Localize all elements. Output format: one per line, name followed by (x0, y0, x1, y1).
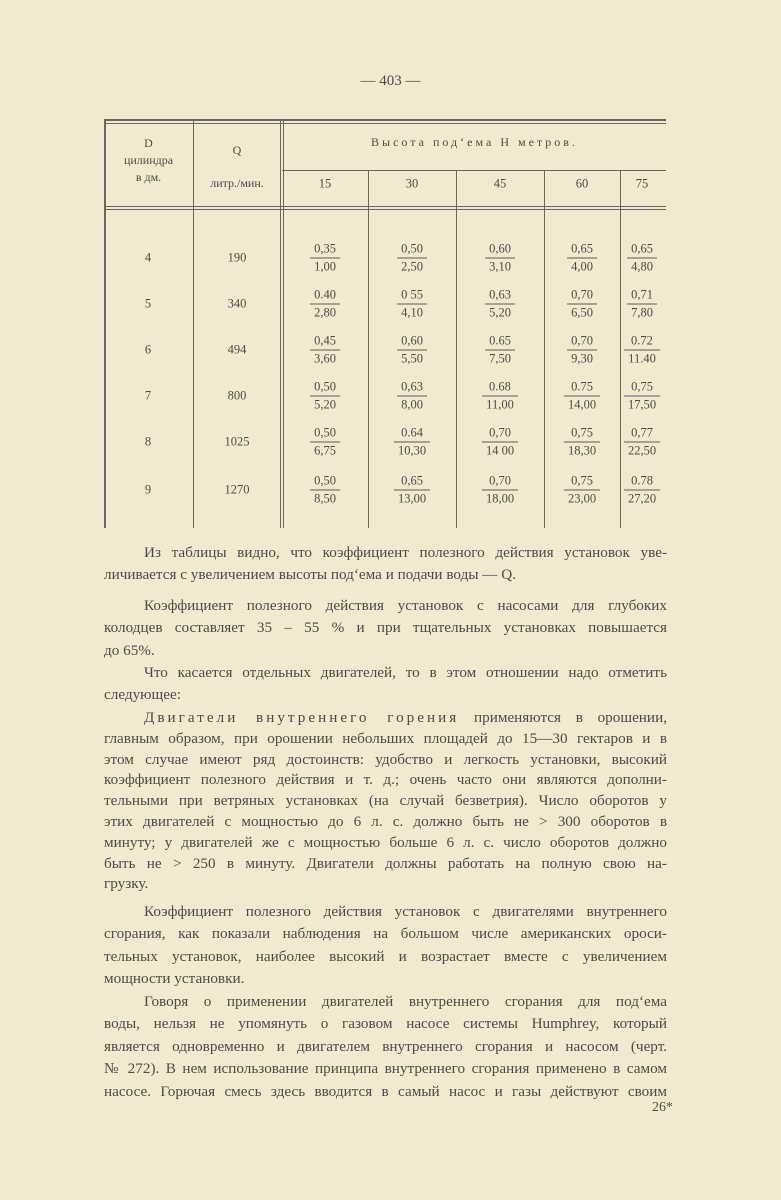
fraction-numerator: 0 55 (397, 287, 427, 305)
subheader-divider (282, 170, 666, 171)
fraction-denominator: 14 00 (485, 443, 515, 458)
column-divider (620, 171, 621, 528)
cell-fraction (482, 379, 518, 414)
cell-fraction (310, 379, 340, 414)
fraction-denominator: 10,30 (397, 443, 427, 458)
text-line: следующее: (104, 686, 181, 704)
header-line: D (144, 136, 153, 150)
fraction-numerator: 0,35 (310, 241, 340, 259)
text-line: № 272). В нем использование принципа внутреннего сгорания применено в самом (104, 1060, 667, 1078)
cell-d: 4 (144, 250, 152, 265)
fraction-numerator: 0,70 (567, 287, 597, 305)
cell-fraction (397, 287, 427, 322)
height-header-15: 15 (318, 176, 332, 191)
text-line: быть не > 250 в минуту. Двигатели должны работать на полную свою на- (104, 854, 667, 872)
column-header-d (104, 135, 193, 186)
text-line: Коэффициент полезного действия установок с насосами для глубоких (144, 597, 667, 614)
fraction-denominator: 5,20 (314, 397, 336, 412)
text-line: грузку. (104, 875, 149, 893)
fraction-numerator: 0,50 (310, 379, 340, 397)
cell-fraction (624, 333, 660, 368)
cell-fraction (394, 425, 430, 460)
cell-fraction (397, 379, 427, 414)
fraction-numerator: 0.40 (310, 287, 340, 305)
fraction-numerator: 0,60 (397, 333, 427, 351)
cell-fraction (485, 287, 515, 322)
height-header-60: 60 (575, 176, 589, 191)
fraction-denominator: 27,20 (627, 491, 657, 506)
fraction-denominator: 4,80 (631, 259, 653, 274)
cell-fraction (564, 425, 600, 460)
cell-fraction (567, 241, 597, 276)
cell-fraction (567, 287, 597, 322)
cell-d: 6 (144, 342, 152, 357)
cell-q: 340 (227, 296, 247, 311)
fraction-numerator: 0,65 (627, 241, 657, 259)
column-header-height: Высота под‘ема Н метров. (371, 135, 578, 149)
paragraph (104, 662, 667, 707)
height-header-30: 30 (405, 176, 419, 191)
fraction-denominator: 7,50 (489, 351, 511, 366)
fraction-denominator: 11.40 (628, 351, 656, 366)
text-segment: применяются в орошении, (459, 709, 667, 726)
text-line: этом случае имеют ряд достоинств: удобство и легкость установки, высокий (104, 750, 667, 768)
fraction-denominator: 6,50 (571, 305, 593, 320)
cell-fraction (485, 241, 515, 276)
text-line: является одновременно и двигателем внутреннего сгорания и насосом (черт. (104, 1037, 667, 1055)
fraction-numerator: 0,70 (567, 333, 597, 351)
header-line: в дм. (135, 170, 162, 184)
text-line: мощности установки. (104, 970, 245, 988)
text-line: Из таблицы видно, что коэффициент полезного действия установок уве- (144, 544, 667, 561)
column-divider (544, 171, 545, 528)
cell-fraction (397, 241, 427, 276)
text-line: до 65%. (104, 641, 155, 659)
column-divider (456, 171, 457, 528)
fraction-numerator: 0,50 (397, 241, 427, 259)
fraction-denominator: 14,00 (567, 397, 597, 412)
text-line: Коэффициент полезного действия установок с двигателями внутреннего (144, 903, 667, 920)
cell-fraction (624, 425, 660, 460)
column-header-q (193, 142, 281, 192)
text-line: главным образом, при орошении небольших площадей до 15—30 гектаров и в (104, 729, 667, 747)
fraction-numerator: 0,70 (482, 425, 518, 443)
table-top-border (104, 119, 666, 121)
text-line: колодцев составляет 35 – 55 % и при тщательных установках повышается (104, 619, 667, 637)
fraction-numerator: 0,50 (310, 473, 340, 491)
fraction-numerator: 0,63 (397, 379, 427, 397)
fraction-denominator: 13,00 (397, 491, 427, 506)
fraction-numerator: 0.78 (624, 473, 660, 491)
fraction-numerator: 0,75 (564, 473, 600, 491)
cell-d: 8 (144, 434, 152, 449)
header-bottom-border (104, 206, 666, 207)
paragraph (104, 708, 667, 895)
cell-fraction (310, 425, 340, 460)
cell-fraction (624, 473, 660, 508)
cell-fraction (564, 379, 600, 414)
header-bottom-border-inner (104, 209, 666, 210)
height-header-45: 45 (493, 176, 507, 191)
fraction-denominator: 8,50 (314, 491, 336, 506)
fraction-denominator: 2,80 (314, 305, 336, 320)
fraction-denominator: 9,30 (571, 351, 593, 366)
text-line: насосе. Горючая смесь здесь вводится в самый насос и газы действуют своим (104, 1082, 667, 1100)
cell-fraction (627, 241, 657, 276)
cell-fraction (397, 333, 427, 368)
paragraph (104, 991, 667, 1103)
cell-fraction (482, 425, 518, 460)
fraction-numerator: 0,71 (627, 287, 657, 305)
fraction-numerator: 0,65 (394, 473, 430, 491)
column-divider (368, 171, 369, 528)
fraction-denominator: 6,75 (314, 443, 336, 458)
header-line: цилиндра (123, 153, 174, 167)
cell-q: 1270 (224, 482, 250, 497)
fraction-numerator: 0.72 (624, 333, 660, 351)
text-line: минуту; у двигателей же с мощностью больше 6 л. с. число оборотов должно (104, 833, 667, 851)
cell-q: 800 (227, 388, 247, 403)
fraction-numerator: 0,70 (482, 473, 518, 491)
fraction-denominator: 4,10 (401, 305, 423, 320)
text-line: этих двигателей с мощностью до 6 л. с. должно быть не > 300 оборотов в (104, 812, 667, 830)
fraction-denominator: 1,00 (314, 259, 336, 274)
cell-fraction (485, 333, 515, 368)
fraction-denominator: 22,50 (627, 443, 657, 458)
fraction-denominator: 11,00 (486, 397, 514, 412)
cell-q: 190 (227, 250, 247, 265)
fraction-denominator: 5,20 (489, 305, 511, 320)
page-number: — 403 — (360, 73, 421, 89)
paragraph (104, 542, 667, 587)
cell-fraction (564, 473, 600, 508)
fraction-numerator: 0,75 (624, 379, 660, 397)
text-line: тельных установок, наиболее высокий и возрастает вместе с увеличением (104, 947, 667, 965)
cell-fraction (310, 287, 340, 322)
column-divider (283, 120, 284, 528)
fraction-numerator: 0.68 (482, 379, 518, 397)
cell-fraction (482, 473, 518, 508)
cell-fraction (310, 333, 340, 368)
fraction-numerator: 0.64 (394, 425, 430, 443)
cell-fraction (310, 241, 340, 276)
text-line: Что касается отдельных двигателей, то в этом отношении надо отметить (144, 664, 667, 681)
cell-fraction (310, 473, 340, 508)
paragraph (104, 595, 667, 662)
height-header-75: 75 (635, 176, 649, 191)
cell-d: 7 (144, 388, 152, 403)
cell-q: 494 (227, 342, 247, 357)
fraction-numerator: 0,65 (567, 241, 597, 259)
fraction-denominator: 4,00 (571, 259, 593, 274)
text-line: тельными при ветряных установках (на случай безветрия). Число оборотов у (104, 792, 667, 810)
fraction-numerator: 0,45 (310, 333, 340, 351)
fraction-denominator: 7,80 (631, 305, 653, 320)
fraction-numerator: 0,60 (485, 241, 515, 259)
fraction-denominator: 17,50 (627, 397, 657, 412)
paragraph (104, 901, 667, 991)
header-line: Q (232, 143, 242, 157)
cell-fraction (624, 379, 660, 414)
text-line: воды, нельзя не упомянуть о газовом насосе системы Humphrey, который (104, 1015, 667, 1033)
fraction-denominator: 18,00 (485, 491, 515, 506)
spaced-emphasis: Двигатели внутреннего горения (144, 709, 460, 726)
fraction-numerator: 0,50 (310, 425, 340, 443)
fraction-denominator: 3,60 (314, 351, 336, 366)
cell-fraction (567, 333, 597, 368)
cell-q: 1025 (224, 434, 250, 449)
fraction-denominator: 2,50 (401, 259, 423, 274)
text-line: сгорания, как показали наблюдения на большом числе американских ороси- (104, 925, 667, 943)
text-line (104, 708, 667, 729)
signature-mark: 26* (652, 1100, 673, 1115)
fraction-denominator: 23,00 (567, 491, 597, 506)
fraction-numerator: 0,75 (564, 425, 600, 443)
fraction-numerator: 0,77 (624, 425, 660, 443)
text-line: коэффициент полезного действия и т. д.; очень часто они являются дополни- (104, 771, 667, 789)
text-line: Говоря о применении двигателей внутреннего сгорания для под‘ема (144, 993, 667, 1010)
cell-d: 5 (144, 296, 152, 311)
cell-fraction (627, 287, 657, 322)
fraction-denominator: 8,00 (401, 397, 423, 412)
fraction-numerator: 0,63 (485, 287, 515, 305)
table-top-border-inner (104, 123, 666, 124)
cell-d: 9 (144, 482, 152, 497)
fraction-numerator: 0.65 (485, 333, 515, 351)
cell-fraction (394, 473, 430, 508)
text-line: личивается с увеличением высоты под‘ема и подачи воды — Q. (104, 566, 517, 584)
fraction-denominator: 3,10 (489, 259, 511, 274)
fraction-denominator: 5,50 (401, 351, 423, 366)
fraction-denominator: 18,30 (567, 443, 597, 458)
header-line: литр./мин. (210, 176, 264, 190)
fraction-numerator: 0.75 (564, 379, 600, 397)
